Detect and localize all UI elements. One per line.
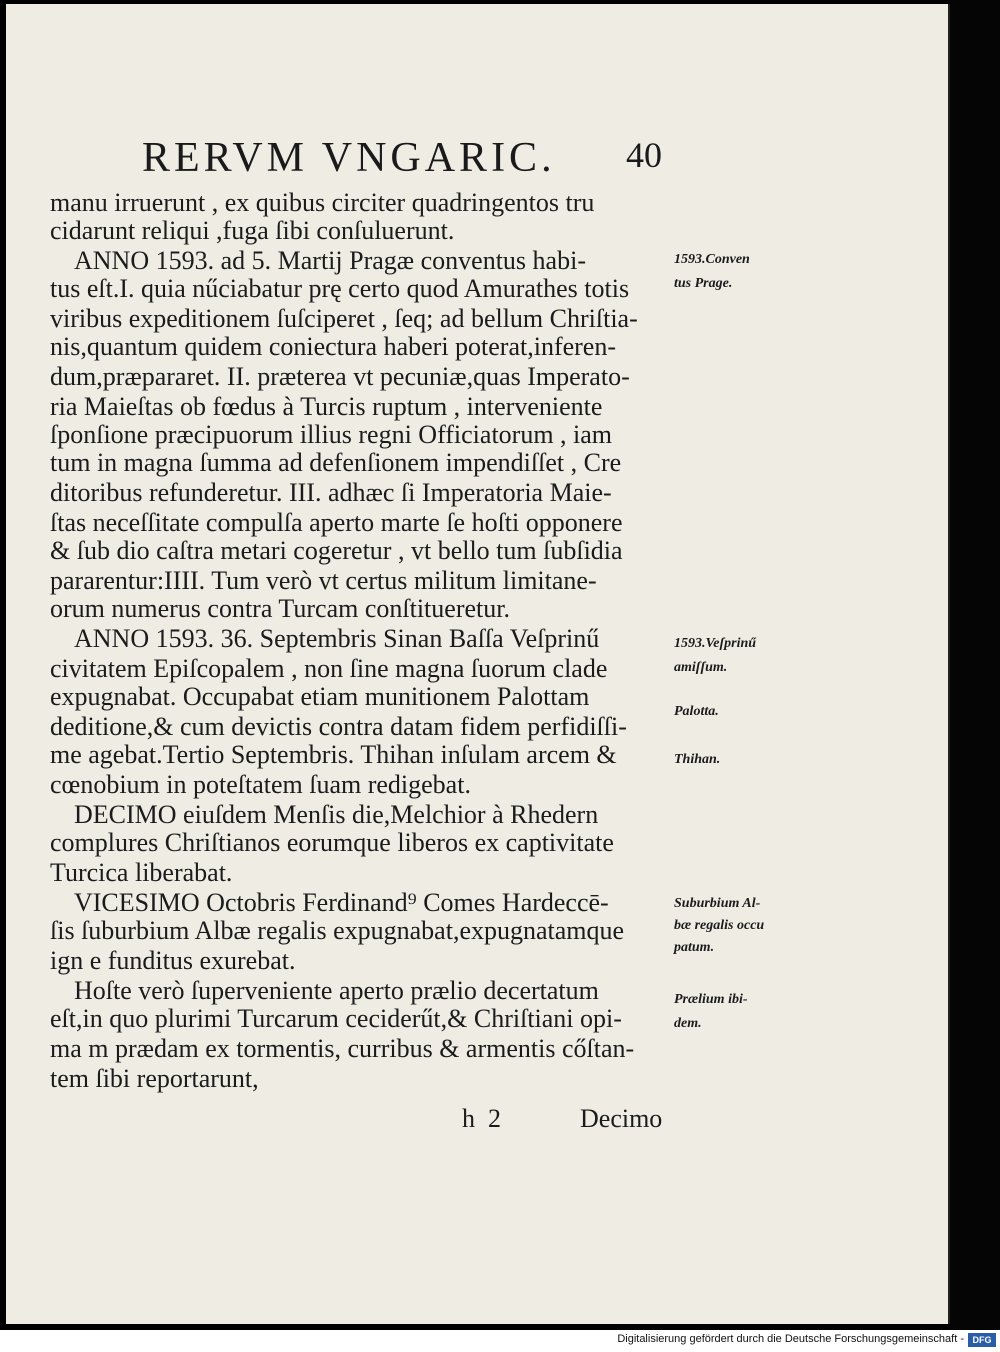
text-line: ſtas neceſſitate compulſa aperto marte ſe hoſti opponere — [50, 508, 623, 537]
margin-note: Thihan. — [674, 752, 721, 767]
text-line: DECIMO eiuſdem Menſis die,Melchior à Rhedern — [74, 800, 599, 829]
text-line: dum,præpararet. II. præterea vt pecuniæ,quas Imperato- — [50, 362, 630, 391]
signature-mark: h 2 — [462, 1104, 501, 1133]
margin-note: 1593.Veſprinű — [674, 636, 757, 651]
catchword: Decimo — [580, 1104, 663, 1133]
margin-note: tus Prage. — [674, 276, 733, 291]
text-line: civitatem Epiſcopalem , non ſine magna ſuorum clade — [50, 654, 608, 683]
margin-note: Palotta. — [674, 704, 719, 719]
text-line: ma m prædam ex tormentis, curribus & armentis cőſtan- — [50, 1034, 635, 1063]
margin-note: Suburbium Al- — [674, 896, 761, 911]
margin-note: Prælium ibi- — [674, 992, 748, 1007]
text-line: ANNO 1593. ad 5. Martij Pragæ conventus habi- — [74, 246, 586, 275]
text-line: ſis ſuburbium Albæ regalis expugnabat,expugnatamque — [50, 916, 625, 945]
text-line: pararentur:IIII. Tum verò vt certus militum limitane- — [50, 566, 597, 595]
text-line: deditione,& cum devictis contra datam fidem perfidiſſi- — [50, 712, 627, 741]
text-line: viribus expeditionem ſuſciperet , ſeq; ad bellum Chriſtia- — [50, 304, 638, 333]
digitization-credit: Digitalisierung gefördert durch die Deutsche Forschungsgemeinschaft - — [617, 1333, 964, 1345]
page-edge-shadow — [950, 0, 1000, 1330]
text-line: ria Maieſtas ob fœdus à Turcis ruptum , interveniente — [50, 392, 603, 421]
text-line: nis,quantum quidem coniectura haberi poterat,inferen- — [50, 332, 617, 361]
margin-note: 1593.Conven — [674, 252, 750, 267]
margin-note: amiſſum. — [674, 660, 728, 675]
text-line: ANNO 1593. 36. Septembris Sinan Baſſa Veſprinű — [74, 624, 600, 653]
text-line: tus eſt.I. quia nűciabatur prę certo quod Amurathes totis — [50, 274, 630, 303]
margin-note: dem. — [674, 1016, 702, 1031]
text-line: tum in magna ſumma ad defenſionem impendiſſet , Cre — [50, 448, 622, 477]
text-line: Hoſte verò ſuperveniente aperto prælio decertatum — [74, 976, 599, 1005]
dfg-logo: DFG — [968, 1333, 996, 1347]
text-line: ditoribus refunderetur. III. adhæc ſi Imperatoria Maie- — [50, 478, 612, 507]
text-line: cœnobium in poteſtatem ſuam redigebat. — [50, 770, 471, 799]
running-head: RERVM VNGARIC. — [142, 135, 556, 181]
page-number: 40 — [626, 135, 662, 175]
text-line: ign e funditus exurebat. — [50, 946, 296, 975]
text-line: complures Chriſtianos eorumque liberos ex captivitate — [50, 828, 614, 857]
text-line: ſponſione præcipuorum illius regni Officiatorum , iam — [50, 420, 613, 449]
text-line: tem ſibi reportarunt, — [50, 1064, 259, 1093]
text-line: orum numerus contra Turcam conſtitueretur. — [50, 594, 510, 623]
text-line: cidarunt reliqui ,fuga ſibi conſuluerunt. — [50, 216, 455, 245]
text-line: Turcica liberabat. — [50, 858, 233, 887]
margin-note: patum. — [674, 940, 715, 955]
text-line: & ſub dio caſtra metari cogeretur , vt bello tum ſubſidia — [50, 536, 623, 565]
text-line: VICESIMO Octobris Ferdinand⁹ Comes Hardeccē- — [74, 888, 609, 917]
margin-note: bæ regalis occu — [674, 918, 765, 933]
text-line: expugnabat. Occupabat etiam munitionem Palottam — [50, 682, 590, 711]
text-line: manu irruerunt , ex quibus circiter quadringentos tru — [50, 188, 595, 217]
text-line: eſt,in quo plurimi Turcarum ceciderűt,& Chriſtiani opi- — [50, 1004, 622, 1033]
text-line: me agebat.Tertio Septembris. Thihan inſulam arcem & — [50, 740, 617, 769]
